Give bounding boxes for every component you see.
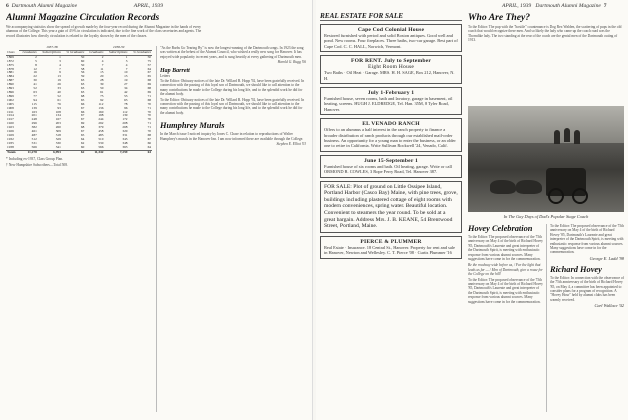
hap-barrett-heading: Hap Barrett [160, 67, 190, 74]
table-cell: 379 [98, 125, 104, 130]
table-cell: 15 [100, 70, 104, 75]
table-cell: 1 [125, 54, 128, 59]
table-cell: 66 [80, 109, 85, 114]
signature-elliot: Stephen E. Elliot '03 [276, 142, 306, 147]
table-cell: 13 [57, 74, 61, 79]
table-cell: 566 [98, 144, 104, 149]
signature-ladd: George E. Ladd '98 [589, 255, 624, 261]
ad-june-sept-title: June 15-September 1 [363, 157, 419, 164]
table-cell: 75 [100, 93, 104, 98]
table-cell: 70 [147, 109, 151, 114]
table-cell: 60 [80, 144, 85, 149]
table-cell: 1893 [7, 86, 14, 91]
table-cell: 69 [147, 82, 151, 87]
table-cell: 167 [55, 117, 61, 122]
table-cell: 530 [98, 140, 104, 145]
table-cell: 33 [57, 86, 61, 91]
table-cell: 62 [80, 140, 85, 145]
table-cell: 4 [101, 58, 104, 63]
right-issue-date: APRIL, 1939 [502, 3, 532, 9]
table-cell: 16 [33, 70, 37, 75]
table-cell: 68 [147, 132, 151, 137]
table-cell: 52 [33, 86, 37, 91]
ad-for-rent-title: FOR RENT. July to September [350, 58, 432, 65]
photo-figure-2 [564, 128, 570, 142]
table-cell: 65 [80, 132, 85, 137]
table-cell: 75 [147, 58, 151, 63]
photo-caption: In The Gay Days of Dad's Popular Stage Coach [503, 214, 589, 219]
table-cell: 1 [59, 54, 61, 59]
letters-body-continued: To the Editor: Obituary notices of the late Dr. Willard B. Hopp '92, have been gratefully received. In connection with the passing of this loyal son of Dartmouth, we should like to call attention to the many contributions he made to the College during his long life, and to the splendid work he did for the alumni body. [160, 97, 305, 115]
table-cell: 68 [80, 125, 85, 130]
table-cell: 77 [33, 93, 37, 98]
table-cell: 1908 [7, 105, 14, 110]
table-cell: 66 [80, 101, 85, 106]
table-total-cell: 7,259 [104, 150, 128, 154]
table-cell: 1920 [7, 121, 14, 126]
table-column-header: Graduates [19, 50, 38, 55]
table-column-header: Subscriptions [38, 50, 62, 55]
table-cell: 139 [31, 105, 37, 110]
table-cell: 331 [122, 132, 128, 137]
table-cell: 50 [80, 54, 85, 59]
ad-cape-cod-title: Cape Cod Colonial House [357, 27, 425, 33]
table-cell: 248 [31, 117, 37, 122]
table-cell: 1923 [7, 125, 14, 130]
table-total-row [6, 150, 152, 154]
table-cell: 70 [147, 113, 151, 118]
table-cell: 139 [122, 113, 128, 118]
ad-el-venado-body: Offers to an alumnus a half interest in the ranch property to finance a broader distribution of ranch products through our established mail-order business. An opportunity for a young man to enter the business, or an older one to retire in California. Write Sullivan Rockwell '24, Venado, Calif. [324, 127, 456, 149]
table-cell: 67 [147, 136, 151, 141]
table-cell: 28 [100, 78, 104, 83]
table-cell: 64 [147, 144, 151, 149]
photo-wheel-rear [548, 188, 564, 204]
table-cell: 1932 [7, 136, 14, 141]
table-cell: 10 [124, 70, 128, 75]
table-cell: 65 [147, 74, 151, 79]
signature-wallace: Carl Wallace '02 [594, 303, 624, 309]
table-cell: 61 [57, 97, 61, 102]
table-cell: 67 [80, 113, 85, 118]
table-cell: 292 [98, 121, 104, 126]
table-group-header-1937: 1937-38 [19, 46, 86, 50]
table-cell: 330 [55, 140, 61, 145]
ad-for-sale-island-body: FOR SALE: Plot of ground on Little Ossipee Island, Portland Harbor (Casco Bay) Maine, with pine trees, grove, buildings including plastered cottage of eight rooms with modern conveniences, spring water. Beautiful location. Convenient to steamers the year round. To be sold at a great bargain. Address Mrs. J. B. KEANE, 54 Brentwood Street, Portland, Maine. [324, 183, 458, 230]
table-cell: 1869 [7, 54, 14, 59]
table-cell: 4 [125, 62, 128, 67]
table-column-header: Graduates [85, 50, 104, 55]
table-cell: 20 [100, 74, 104, 79]
table-cell: 112 [98, 101, 104, 106]
table-cell: 70 [147, 101, 151, 106]
ad-june-sept-body: Furnished house of six rooms and bath. Oil heating, garage. Write or call ORMOND R. COWLES, 3 Rope Ferry Road, Tel. Hanover 387. [324, 163, 452, 175]
letters-body: To the Editor: Obituary notices of the late Dr. Willard B. Hopp '92, have been gratefully received. In connection with the passing of this loyal son of Dartmouth, we should like to call attention to the many contributions he made to the College during his long life, and to the splendid work he did for the alumni body. [160, 79, 305, 97]
table-cell: 136 [98, 105, 104, 110]
table-column-header: Subscriptions [104, 50, 128, 55]
table-cell: 78 [124, 101, 128, 106]
table-cell: 341 [55, 144, 61, 149]
table-cell: 348 [122, 140, 128, 145]
table-cell: 8 [35, 62, 37, 67]
table-cell: 112 [122, 109, 128, 114]
table-cell: 60 [80, 58, 85, 63]
right-page [316, 0, 628, 420]
table-cell: 71 [147, 125, 151, 130]
table-cell: 67 [80, 117, 85, 122]
table-cell: 63 [80, 82, 85, 87]
table-cell: 58 [80, 66, 85, 71]
table-cell: 1902 [7, 97, 14, 102]
right-magazine-name: Dartmouth Alumni Magazine [535, 3, 601, 9]
table-cell: 134 [55, 113, 61, 118]
table-cell: 13 [124, 74, 128, 79]
table-cell: 69 [80, 121, 85, 126]
table-cell: 343 [122, 136, 128, 141]
hap-barrett-body: "As the Barbs Go Tearing By" is now the longest-running of the Dartmouth songs. In 1923 the song was written at the behest of the Alumni Council, who wished a really new song for Hanover. It has enjoyed wide popularity in recent years, and is sung heartily at every gathering of Dartmouth men. [160, 46, 304, 59]
table-cell: 382 [31, 125, 37, 130]
table-column-header: % Graduates [128, 50, 152, 55]
table-cell: 65 [80, 97, 85, 102]
ad-pierce-plummer-body: Real Estate · Insurance. 18 Central St., Hanover. Property for rent and sale in Hanover, Newton and Wellesley. C. T. Pierce '08 · Curtis Plummer '16 [324, 244, 455, 256]
table-cell: 1887 [7, 78, 14, 83]
table-total-cell: 62 [62, 150, 85, 154]
ad-el-venado [320, 118, 462, 152]
table-cell: 63 [80, 89, 85, 94]
table-cell: 320 [122, 129, 128, 134]
table-cell: 50 [147, 54, 151, 59]
table-cell: 52 [57, 93, 61, 98]
table-cell: 64 [147, 66, 151, 71]
table-cell: 63 [80, 86, 85, 91]
table-body [6, 55, 152, 150]
table-cell: 71 [147, 121, 151, 126]
table-cell: 50 [80, 62, 85, 67]
table-cell: 115 [31, 101, 37, 106]
table-column-header: % Graduates [62, 50, 85, 55]
table-cell: 201 [31, 113, 37, 118]
table-cell: 56 [80, 70, 85, 75]
table-cell: 172 [122, 117, 128, 122]
table-cell: 67 [80, 105, 85, 110]
table-cell: 4 [59, 62, 61, 67]
table-cell: 1890 [7, 82, 14, 87]
table-cell: 7 [125, 66, 128, 71]
table-cell: 1914 [7, 113, 14, 118]
ad-for-rent-subtitle: Eight Room House [367, 64, 415, 71]
table-cell: 22 [33, 74, 37, 79]
table-cell: 296 [31, 121, 37, 126]
footnote-1: * Including ex-1937, Class Group Plan. [6, 157, 63, 162]
table-cell: 67 [147, 70, 151, 75]
circulation-intro: We accompanying statistics show the spread of growth made by the four-year record during the Alumni Magazine in the hands of every alumnus of the College. This year a gain of 4½% in circulation is indicated, due to the fine work of the class secretaries and agents. The record illustrates how directly circulation is related to the loyalty shown by the men of the classes. [6, 25, 202, 38]
left-text-column [160, 46, 306, 414]
table-cell: 68 [147, 86, 151, 91]
table-cell: 5 [35, 58, 37, 63]
left-running-head [6, 3, 163, 9]
table-cell: 66 [147, 140, 151, 145]
table-cell: 68 [80, 93, 85, 98]
table-cell: 203 [55, 121, 61, 126]
table-cell: 34 [124, 86, 128, 91]
table-cell: 458 [98, 129, 104, 134]
ad-for-rent-body: Two Baths · Oil Heat · Garage. MRS. H. H. SAGE, Box 212, Hanover, N. H. [324, 70, 455, 81]
table-group-header-1938: 1938-39 [85, 46, 152, 50]
table-total-cell: 64 [128, 150, 152, 154]
table-cell: 1911 [7, 109, 14, 114]
table-cell: 531 [31, 140, 37, 145]
richard-hovey-heading: Richard Hovey [550, 264, 602, 274]
ad-cape-cod [320, 24, 462, 52]
table-cell: 41 [33, 82, 37, 87]
table-cell: 1875 [7, 62, 14, 67]
table-cell: 1896 [7, 89, 14, 94]
table-cell: 1872 [7, 58, 14, 63]
table-cell: 2 [35, 54, 37, 59]
photo-wheel-front [572, 188, 588, 204]
table-cell: 1926 [7, 129, 14, 134]
table-column-header: Class [6, 50, 19, 55]
table-cell: 63 [124, 97, 128, 102]
table-cell: 71 [147, 105, 151, 110]
table-cell: 92 [100, 97, 104, 102]
ad-el-venado-title: EL VENADO RANCH [362, 121, 420, 128]
table-cell: 566 [31, 144, 37, 149]
table-cell: 27 [124, 82, 128, 87]
photo-horse-right [516, 180, 542, 194]
footnote-2: † New Hampshire Subscribers—Total 508. [6, 162, 68, 167]
table-cell: 68 [147, 78, 151, 83]
richard-hovey-body: To the Editor: In connection with the observance of the 75th anniversary of the birth of Richard Hovey '85, on May 4, a committee has been appointed to consider plans for a program of recognition. A "Hovey Hour" held by alumni clubs has been warmly received. [550, 275, 624, 302]
table-total-cell: 11,278 [19, 150, 38, 154]
table-cell: 61 [100, 89, 104, 94]
table-cell: 1884 [7, 74, 14, 79]
table-cell: 198 [98, 113, 104, 118]
left-magazine-name: Dartmouth Alumni Magazine [11, 3, 78, 9]
table-cell: 1881 [7, 70, 14, 75]
table-cell: 208 [122, 121, 128, 126]
who-are-they-heading: Who Are They? [468, 12, 531, 23]
hovey-celebration-column [468, 224, 544, 414]
table-cell: 76 [57, 101, 61, 106]
real-estate-column [320, 12, 462, 414]
ad-for-sale-island [320, 181, 462, 233]
table-cell: 309 [55, 129, 61, 134]
table-cell: 1929 [7, 132, 14, 137]
letters-heading: Letters [160, 73, 170, 78]
table-cell: 3 [59, 58, 61, 63]
table-cell: 11 [100, 66, 104, 71]
ad-june-sept [320, 155, 462, 178]
table-cell: 260 [55, 125, 61, 130]
humphrey-murals-heading: Humphrey Murals [160, 121, 225, 131]
table-cell: 93 [57, 105, 61, 110]
table-cell: 163 [31, 109, 37, 114]
hovey-celebration-body: To the Editor: The proposed observance of the 75th anniversary on May 4 of the birth of Richard Hovey '85, Dartmouth's Laureate and great interpreter of the Dartmouth Spirit, is meeting with enthusiastic response from various alumni sources. Many suggestions have come in for the commemoration. [468, 235, 543, 262]
circulation-table [6, 46, 152, 154]
right-running-head [502, 3, 606, 9]
ad-pierce-plummer [320, 236, 462, 259]
table-cell: 1938 [7, 144, 14, 149]
table-cell: 70 [147, 129, 151, 134]
table-cell: 512 [31, 136, 37, 141]
who-are-they-block [468, 12, 624, 104]
ad-pierce-plummer-title: PIERCE & PLUMMER [360, 238, 422, 245]
circulation-header [6, 12, 206, 39]
table-cell: 1917 [7, 117, 14, 122]
table-cell: 363 [122, 144, 128, 149]
photo-caption-block [468, 214, 624, 219]
table-cell: 108 [55, 109, 61, 114]
photo-figure-3 [574, 130, 580, 144]
table-cell: 3 [125, 58, 128, 63]
table-cell: 7 [59, 66, 61, 71]
circulation-table-block [6, 46, 152, 410]
table-cell: 68 [147, 97, 151, 102]
table-total-cell: 11,342 [85, 150, 104, 154]
table-cell: 69 [147, 89, 151, 94]
table-cell: 1899 [7, 93, 14, 98]
hovey-poem: Be the roadway wide before us, / Far the light that leads us far — / Men of Dartmouth, give a rouse for the College on the hill! [468, 263, 543, 277]
table-cell: 19 [57, 78, 61, 83]
table-cell: 94 [33, 97, 37, 102]
who-are-they-body: To the Editor: The pup with the "hostile" countenance is Dog Rex Walden, the scattering of pups in the old coach that would recognize these men. And so likely the lady who came up the coach road was the Thorndike lady. The two standing at the rear of the coach are the genial men of the Dartmouth outing of 1913. [468, 25, 622, 43]
table-cell: 160 [98, 109, 104, 114]
table-cell: 67 [80, 129, 85, 134]
column-divider [156, 46, 157, 412]
table-cell: 7 [101, 62, 104, 67]
table-cell: 71 [147, 93, 151, 98]
photo-horse-left [490, 180, 516, 194]
table-cell: 96 [124, 105, 128, 110]
hovey-celebration-heading: Hovey Celebration [468, 224, 533, 233]
table-cell: 487 [31, 132, 37, 137]
table-cell: 329 [55, 136, 61, 141]
stage-coach-photo [468, 106, 624, 212]
ad-july-feb-title: July 1-February 1 [367, 90, 415, 97]
photo-figure-1 [554, 130, 560, 144]
table-cell: 40 [57, 89, 61, 94]
hovey-celebration-body-extra: To the Editor: The proposed observance of the 75th anniversary on May 4 of the birth of Richard Hovey '85, Dartmouth's Laureate and great interpreter of the Dartmouth Spirit, is meeting with enthusiastic response from various alumni sources. Many suggestions have come in for the commemoration. [550, 224, 624, 255]
right-column-divider [546, 224, 547, 412]
table-total-cell: Totals [6, 150, 19, 154]
table-cell: 70 [147, 117, 151, 122]
table-cell: 26 [57, 82, 61, 87]
table-cell: 1878 [7, 66, 14, 71]
ad-for-rent [320, 55, 462, 84]
humphrey-murals-body: In the March issue I noticed inquiry by Jones C. Chase in relation to reproductions of Walter Humphrey's murals in the Hanover Inn. I am now informed these are available through the College. [160, 132, 304, 141]
table-cell: 12 [33, 66, 37, 71]
table-cell: 39 [100, 82, 104, 87]
ad-cape-cod-body: Restored furnished with period and solid Boston antiques. Good well and pond. New rooms. Four fireplaces. Three baths, two-car garage. Best part of Cape Cod. C. C. HALL, Norwich, Vermont. [324, 33, 458, 49]
signature-rugg: Harold G. Rugg '06 [277, 60, 306, 65]
richard-hovey-column [550, 224, 624, 414]
table-cell: 63 [33, 89, 37, 94]
table-cell: 53 [124, 93, 128, 98]
right-page-number: 7 [603, 3, 607, 9]
table-cell: 57 [147, 62, 151, 67]
table-total-cell: 6,993 [38, 150, 62, 154]
table-cell: 510 [98, 136, 104, 141]
table-cell: 30 [33, 78, 37, 83]
left-issue-date: APRIL, 1939 [133, 3, 163, 9]
real-estate-heading: REAL ESTATE FOR SALE [320, 12, 462, 21]
hovey-celebration-body-continued: To the Editor: The proposed observance of the 75th anniversary on May 4 of the birth of Richard Hovey '85, Dartmouth's Laureate and great interpreter of the Dartmouth Spirit, is meeting with enthusiastic response from various alumni sources. Many suggestions have come in for the commemoration. [468, 277, 543, 304]
table-cell: 59 [80, 74, 85, 79]
table-cell: 50 [100, 86, 104, 91]
left-page [0, 0, 313, 420]
circulation-title: Alumni Magazine Circulation Records [6, 12, 160, 23]
table-cell: 244 [98, 117, 104, 122]
table-cell: 2 [101, 54, 104, 59]
table-cell: 42 [124, 89, 128, 94]
table-cell: 461 [31, 129, 37, 134]
photo-sky [468, 106, 624, 143]
ad-july-feb [320, 87, 462, 115]
table-cell: 1905 [7, 101, 14, 106]
table-cell: 63 [80, 78, 85, 83]
table-cell: 9 [59, 70, 61, 75]
table-cell: 268 [122, 125, 128, 130]
table-cell: 318 [55, 132, 61, 137]
table-cell: 64 [80, 136, 85, 141]
ad-july-feb-body: Furnished house, seven rooms, bath and lavatory, garage in basement, oil heating, screens. HUGH J. ELDREDGE, Tel. Han. 35M, 8 Tyler Road, Hanover. [324, 96, 453, 112]
left-page-number: 6 [6, 3, 9, 9]
table-cell: 485 [98, 132, 104, 137]
table-cell: 19 [124, 78, 128, 83]
table-cell: 1935 [7, 140, 14, 145]
